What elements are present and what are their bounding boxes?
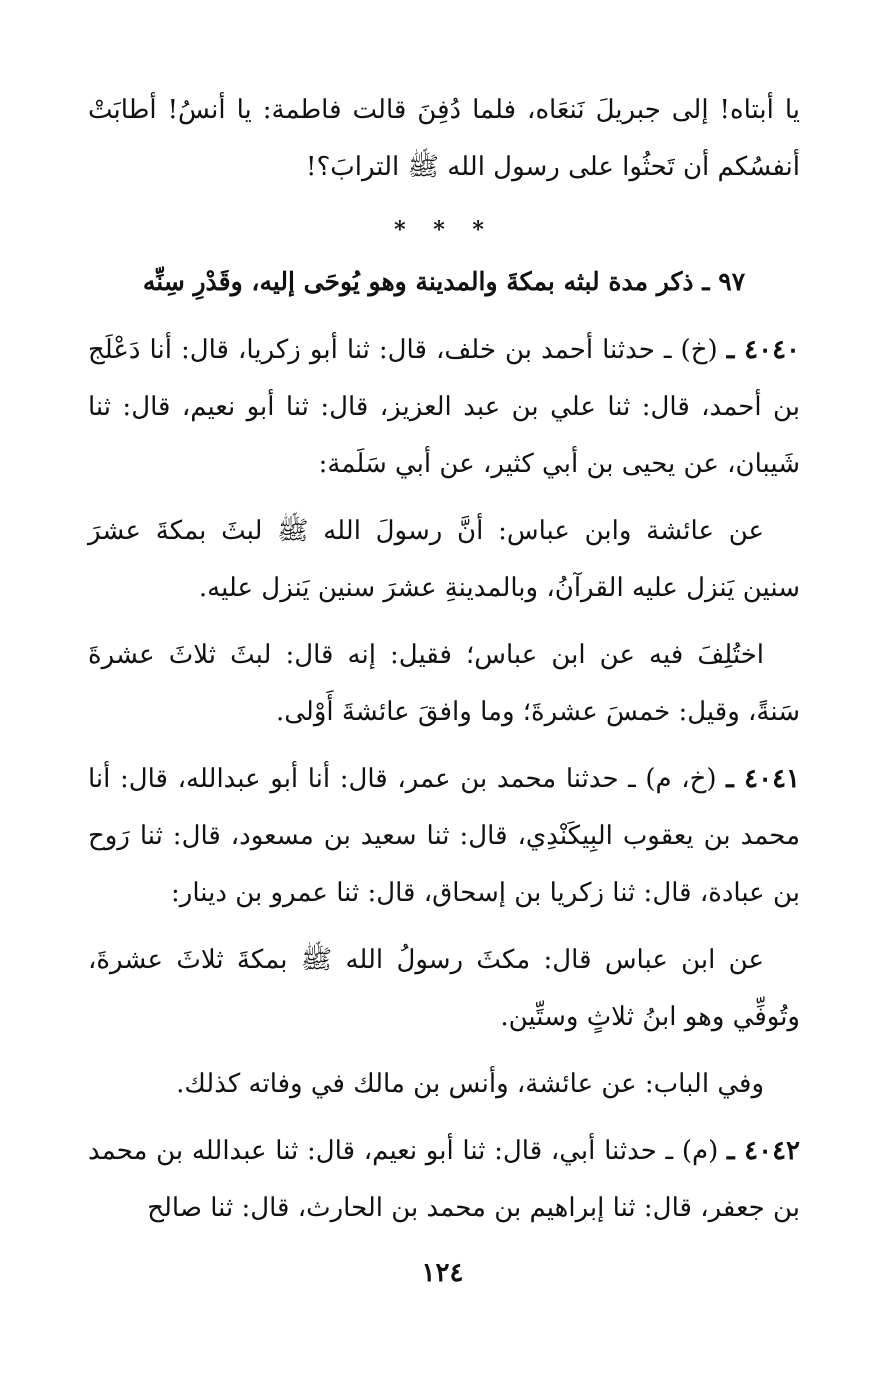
hadith-number: ٤٠٤١ ـ: [726, 764, 801, 794]
hadith-4041-bab: وفي الباب: عن عائشة، وأنس بن مالك في وفاته كذلك.: [176, 1069, 764, 1099]
chapter-heading: ٩٧ ـ ذكر مدة لبثه بمكةَ والمدينة وهو يُوحَى إليه، وقَدْرِ سِنِّه: [142, 267, 746, 296]
section-separator: * * *: [394, 217, 494, 243]
hadith-4040-comment: اختُلِفَ فيه عن ابن عباس؛ فقيل: إنه قال: لبثَ ثلاثَ عشرةَ سَنةً، وقيل: خمسَ عشرةَ؛ وما وافقَ عائشةَ أَوْلى.: [88, 640, 800, 727]
hadith-4040-isnad: [88, 322, 800, 493]
isnad-text: (خ، م) ـ حدثنا محمد بن عمر، قال: أنا أبو عبدالله، قال: أنا محمد بن يعقوب البِيكَنْدِي، قال: ثنا سعيد بن مسعود، قال: ثنا رَوح بن عبادة، قال: ثنا زكريا بن إسحاق، قال: ثنا عمرو بن دينار:: [88, 764, 800, 908]
page-body: [88, 82, 800, 1237]
hadith-number: ٤٠٤٠ ـ: [726, 335, 801, 365]
hadith-4041-matn: عن ابن عباس قال: مكثَ رسولُ الله ﷺ بمكةَ ثلاثَ عشرةَ، وتُوفِّي وهو ابنُ ثلاثٍ وستِّين.: [88, 945, 800, 1032]
isnad-text: (خ) ـ حدثنا أحمد بن خلف، قال: ثنا أبو زكريا، قال: أنا دَعْلَج بن أحمد، قال: ثنا علي بن عبد العزيز، قال: ثنا أبو نعيم، قال: ثنا شَيبان، عن يحيى بن أبي كثير، عن أبي سَلَمة:: [88, 335, 800, 479]
hadith-number: ٤٠٤٢ ـ: [727, 1136, 801, 1166]
intro-paragraph: يا أبتاه! إلى جبريلَ نَنعَاه، فلما دُفِنَ قالت فاطمة: يا أنسُ! أطابَتْ أنفسُكم أن تَحثُوا على رسول الله ﷺ الترابَ؟!: [88, 95, 800, 182]
hadith-4041-isnad: [88, 751, 800, 922]
page-number: ١٢٤: [421, 1258, 464, 1288]
hadith-4042-isnad: [88, 1123, 800, 1237]
hadith-4040-matn: عن عائشة وابن عباس: أنَّ رسولَ الله ﷺ لبثَ بمكةَ عشرَ سنين يَنزل عليه القرآنُ، وبالمدينةِ عشرَ سنين يَنزل عليه.: [88, 516, 800, 603]
isnad-text: (م) ـ حدثنا أبي، قال: ثنا أبو نعيم، قال: ثنا عبدالله بن محمد بن جعفر، قال: ثنا إبراهيم بن محمد بن الحارث، قال: ثنا صالح: [88, 1136, 800, 1223]
